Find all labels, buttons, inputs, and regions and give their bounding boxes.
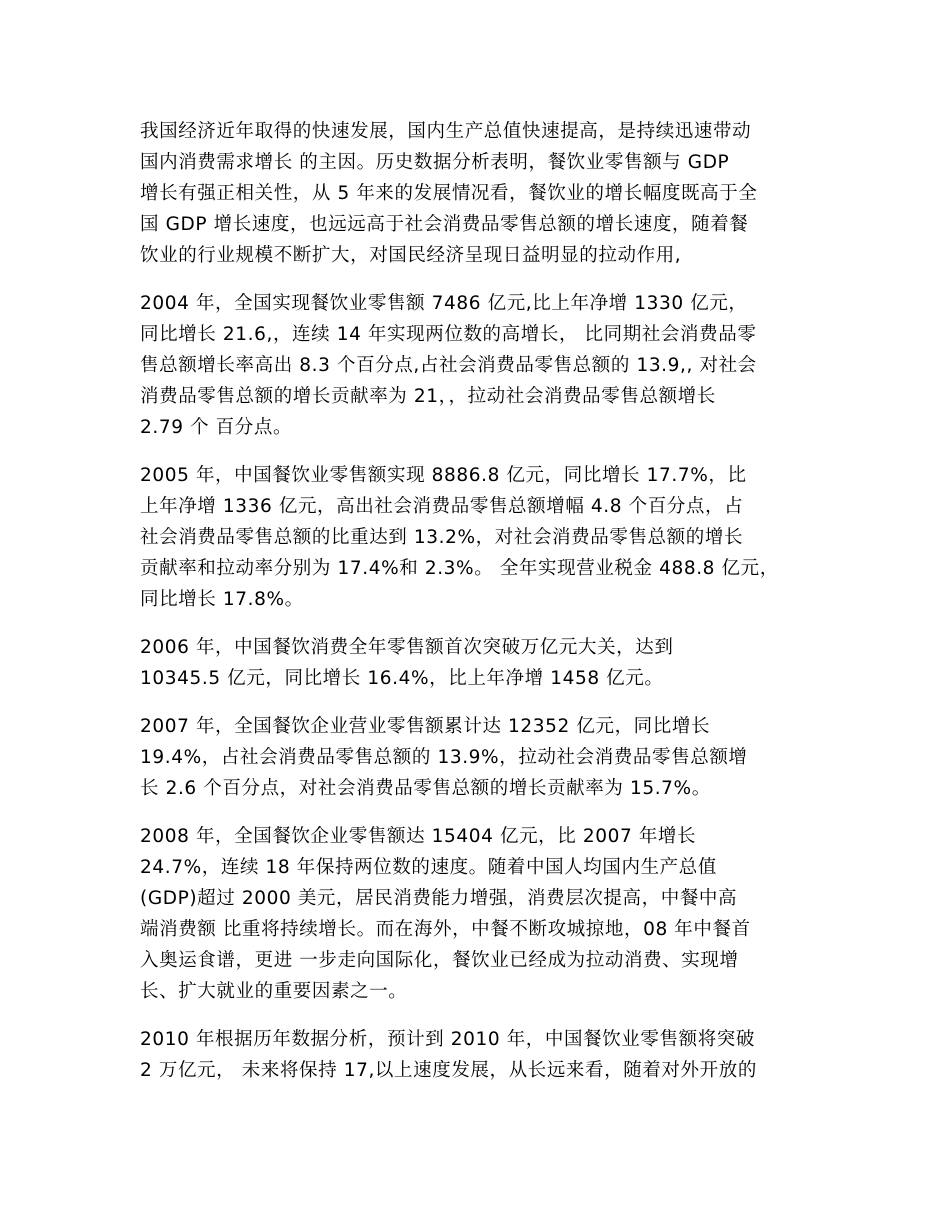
text-line: 2004 年，全国实现餐饮业零售额 7486 亿元,比上年净增 1330 亿元， (140, 293, 748, 314)
text-line: 2007 年，全国餐饮企业营业零售额累计达 12352 亿元，同比增长 (140, 716, 711, 737)
text-line: 长 2.6 个百分点，对社会消费品零售总额的增长贡献率为 15.7%。 (140, 778, 711, 799)
text-line: 国 GDP 增长速度，也远远高于社会消费品零售总额的增长速度，随着餐 (140, 214, 749, 235)
paragraph (140, 288, 830, 443)
document-page (140, 116, 830, 1103)
text-line: 售总额增长率高出 8.3 个百分点,占社会消费品零售总额的 13.9,, 对社会 (140, 355, 757, 376)
text-line: 19.4%，占社会消费品零售总额的 13.9%，拉动社会消费品零售总额增 (140, 747, 748, 768)
text-line: 2 万亿元， 未来将保持 17,以上速度发展，从长远来看，随着对外开放的 (140, 1060, 757, 1081)
text-line: (GDP)超过 2000 美元，居民消费能力增强，消费层次提高，中餐中高 (140, 888, 738, 909)
text-line: 2008 年，全国餐饮企业零售额达 15404 亿元，比 2007 年增长 (140, 826, 697, 847)
text-line: 增长有强正相关性，从 5 年来的发展情况看，餐饮业的增长幅度既高于全 (140, 183, 758, 204)
text-line: 上年净增 1336 亿元，高出社会消费品零售总额增幅 4.8 个百分点，占 (140, 496, 744, 517)
text-line: 2010 年根据历年数据分析，预计到 2010 年，中国餐饮业零售额将突破 (140, 1029, 756, 1050)
paragraph (140, 460, 830, 615)
text-line: 我国经济近年取得的快速发展，国内生产总值快速提高，是持续迅速带动 (140, 121, 752, 142)
text-line: 社会消费品零售总额的比重达到 13.2%，对社会消费品零售总额的增长 (140, 527, 744, 548)
paragraph (140, 1024, 830, 1086)
text-line: 10345.5 亿元，同比增长 16.4%，比上年净增 1458 亿元。 (140, 668, 664, 689)
paragraph (140, 116, 830, 271)
text-line: 2.79 个 百分点。 (140, 417, 293, 438)
text-line: 贡献率和拉动率分别为 17.4%和 2.3%。 全年实现营业税金 488.8 亿元， (140, 558, 779, 579)
paragraph (140, 821, 830, 1007)
text-line: 同比增长 17.8%。 (140, 589, 304, 610)
paragraph (140, 632, 830, 694)
text-line: 消费品零售总额的增长贡献率为 21，，拉动社会消费品零售总额增长 (140, 386, 716, 407)
text-line: 同比增长 21.6,，连续 14 年实现两位数的高增长， 比同期社会消费品零 (140, 324, 757, 345)
text-line: 长、扩大就业的重要因素之一。 (140, 981, 408, 1002)
text-line: 入奥运食谱，更进 一步走向国际化，餐饮业已经成为拉动消费、实现增 (140, 950, 739, 971)
text-line: 端消费额 比重将持续增长。而在海外，中餐不断攻城掠地，08 年中餐首 (140, 919, 751, 940)
text-line: 2005 年，中国餐饮业零售额实现 8886.8 亿元，同比增长 17.7%，比 (140, 465, 747, 486)
text-line: 饮业的行业规模不断扩大，对国民经济呈现日益明显的拉动作用, (140, 245, 682, 266)
text-line: 24.7%，连续 18 年保持两位数的速度。随着中国人均国内生产总值 (140, 857, 717, 878)
text-line: 2006 年，中国餐饮消费全年零售额首次突破万亿元大关，达到 (140, 637, 674, 658)
text-line: 国内消费需求增长 的主因。历史数据分析表明，餐饮业零售额与 GDP (140, 152, 730, 173)
paragraph (140, 711, 830, 804)
